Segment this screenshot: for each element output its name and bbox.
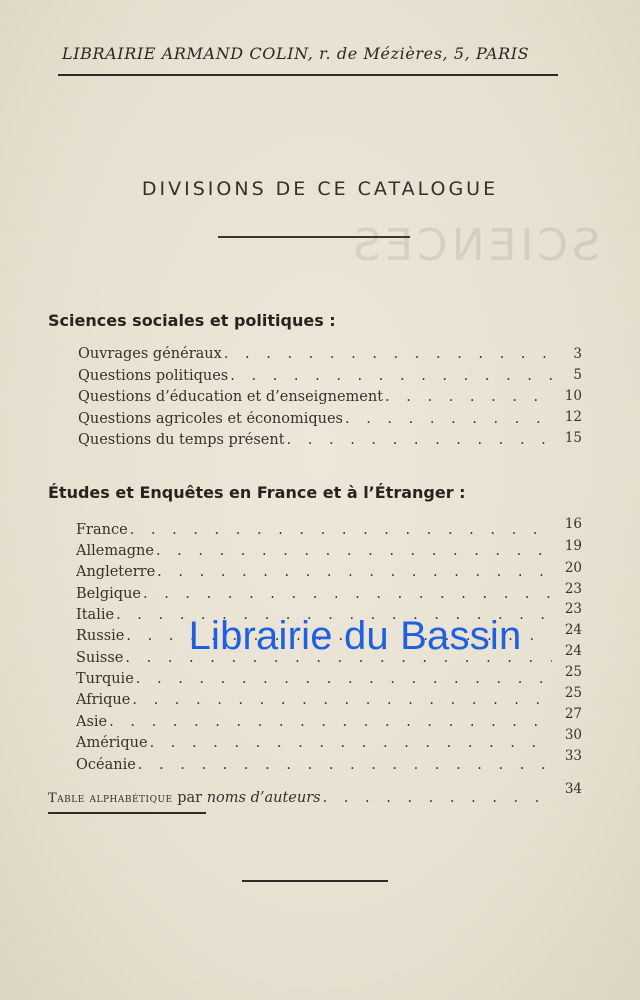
- table-label-connector: par: [172, 790, 207, 806]
- dot-leader: [143, 586, 552, 602]
- toc-page-number: 16: [564, 516, 582, 532]
- toc-entry-label: Turquie: [76, 671, 134, 687]
- dot-leader: [130, 522, 552, 538]
- toc-page-number: 25: [564, 664, 582, 680]
- toc-entry: [76, 735, 558, 751]
- toc-page-number: 15: [564, 430, 582, 446]
- toc-entry: [76, 628, 558, 644]
- toc-entry-label: Angleterre: [76, 564, 156, 580]
- dot-leader: [323, 790, 552, 806]
- toc-page-number: 24: [564, 622, 582, 638]
- dot-leader: [116, 607, 552, 623]
- toc-entry: [78, 346, 558, 362]
- toc-entry: [76, 543, 558, 559]
- toc-page-number: 27: [564, 706, 582, 722]
- toc-entry-label: Questions agricoles et économiques: [78, 411, 343, 427]
- toc-entry: [76, 671, 558, 687]
- header-rule: [58, 74, 558, 76]
- toc-page-number: 30: [564, 727, 582, 743]
- toc-page-number: 20: [564, 560, 582, 576]
- toc-entry-label: France: [76, 522, 128, 538]
- toc-entry: [76, 650, 558, 666]
- toc-page-number: 19: [564, 538, 582, 554]
- toc-page-number: 23: [564, 581, 582, 597]
- dot-leader: [138, 757, 552, 773]
- bottom-rule: [242, 880, 388, 882]
- toc-page-number: 34: [564, 781, 582, 797]
- toc-entry: [78, 432, 558, 448]
- dot-leader: [126, 628, 552, 644]
- toc-page-number: 24: [564, 643, 582, 659]
- dot-leader: [156, 543, 552, 559]
- publisher-header: LIBRAIRIE ARMAND COLIN, r. de Mézières, 5, PARIS: [62, 44, 530, 63]
- toc-entry-label: Océanie: [76, 757, 136, 773]
- table-alphabetique-entry: [48, 790, 558, 806]
- title-rule: [218, 236, 410, 238]
- dot-leader: [109, 714, 552, 730]
- dot-leader: [136, 671, 552, 687]
- toc-entry-label: Belgique: [76, 586, 141, 602]
- toc-entry: [76, 522, 558, 538]
- toc-entry: [78, 411, 558, 427]
- toc-entry: [76, 714, 558, 730]
- dot-leader: [157, 564, 552, 580]
- toc-entry: [76, 692, 558, 708]
- show-through-text: SCIENCES: [349, 220, 600, 271]
- toc-entry: [76, 586, 558, 602]
- toc-entry-label: [48, 790, 321, 806]
- toc-entry-label: Italie: [76, 607, 115, 623]
- toc-entry-label: Questions du temps présent: [78, 432, 285, 448]
- toc-entry-label: Amérique: [76, 735, 148, 751]
- toc-entry: [76, 757, 558, 773]
- dot-leader: [132, 692, 552, 708]
- dot-leader: [345, 411, 552, 427]
- toc-entry-label: Suisse: [76, 650, 124, 666]
- toc-page-number: 3: [573, 346, 582, 362]
- toc-page-number: 25: [564, 685, 582, 701]
- dot-leader: [150, 735, 552, 751]
- toc-entry: [76, 564, 558, 580]
- dot-leader: [385, 389, 552, 405]
- dot-leader: [224, 346, 552, 362]
- toc-page-number: 23: [564, 601, 582, 617]
- watermark-text: Librairie du Bassin: [188, 614, 522, 658]
- toc-entry-label: Asie: [76, 714, 108, 730]
- table-label-small-caps: Table alphabétique: [48, 791, 173, 806]
- dot-leader: [230, 368, 552, 384]
- toc-entry-label: Afrique: [76, 692, 131, 708]
- table-label-italic: noms d’auteurs: [206, 790, 321, 806]
- toc-page-number: 33: [564, 748, 582, 764]
- toc-page-number: 12: [564, 409, 582, 425]
- page-title: DIVISIONS DE CE CATALOGUE: [141, 178, 499, 200]
- toc-page-number: 5: [573, 367, 582, 383]
- toc-entry: [78, 389, 558, 405]
- section-heading-etudes: Études et Enquêtes en France et à l’Étranger :: [48, 483, 466, 502]
- dot-leader: [125, 650, 552, 666]
- toc-entry-label: Questions politiques: [78, 368, 229, 384]
- toc-entry-label: Ouvrages généraux: [78, 346, 222, 362]
- section-heading-sciences: Sciences sociales et politiques :: [48, 311, 336, 330]
- toc-entry: [76, 607, 558, 623]
- toc-entry-label: Allemagne: [76, 543, 154, 559]
- toc-entry-label: Questions d’éducation et d’enseignement: [78, 389, 384, 405]
- toc-page-number: 10: [564, 388, 582, 404]
- dot-leader: [287, 432, 552, 448]
- table-underline: [48, 812, 206, 814]
- toc-entry: [78, 368, 558, 384]
- toc-entry-label: Russie: [76, 628, 125, 644]
